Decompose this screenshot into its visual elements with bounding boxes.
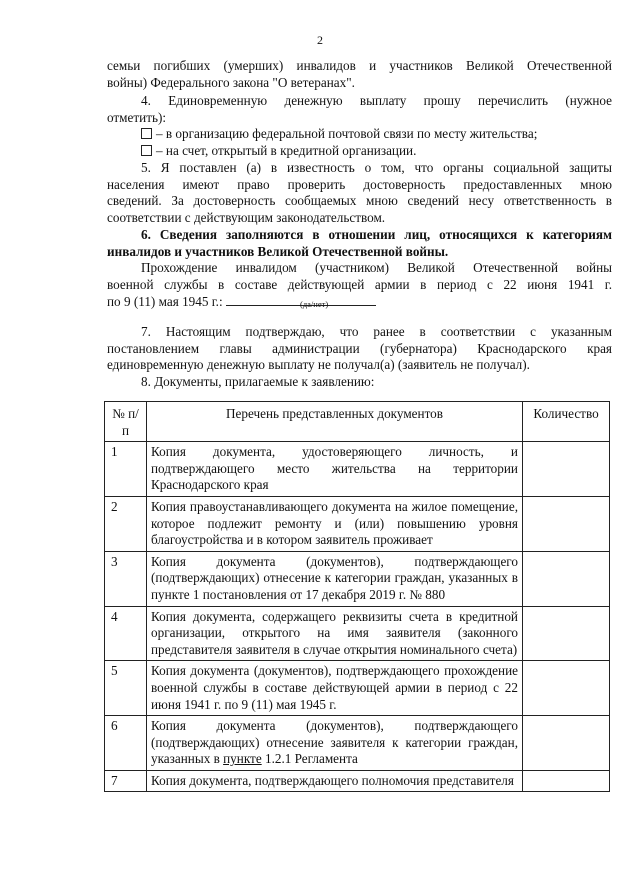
item-7-paragraph xyxy=(107,324,612,374)
table-row xyxy=(105,770,610,792)
text-line: войны) Федерального закона "О ветеранах". xyxy=(107,74,355,90)
documents-table xyxy=(104,401,610,792)
item-8-paragraph xyxy=(107,374,612,391)
text-fragment: 1.2.1 Регламента xyxy=(261,751,358,767)
table-row xyxy=(105,496,610,551)
row-document xyxy=(147,716,523,771)
row-number: 1 xyxy=(111,444,118,460)
row-quantity-cell[interactable] xyxy=(523,442,610,497)
text-fragment: Копия документа (документов), подтверждающего (подтверждающих) отнесение заявителя к категории граждан, указанных в xyxy=(151,718,518,767)
option-label: – на счет, открытый в кредитной организации. xyxy=(156,142,417,158)
row-document: Копия документа, удостоверяющего личность, и подтверждающего место жительства на территории Краснодарского края xyxy=(147,442,523,497)
regulation-link[interactable]: пункте xyxy=(223,751,262,767)
item-6-paragraph xyxy=(107,227,612,311)
row-number: 7 xyxy=(111,772,118,788)
item-4-paragraph xyxy=(107,93,612,159)
text-line: 8. Документы, прилагаемые к заявлению: xyxy=(141,374,375,389)
row-quantity-cell[interactable] xyxy=(523,661,610,716)
row-number: 3 xyxy=(111,553,118,569)
header-quantity: Количество xyxy=(523,402,610,442)
text-line: 5. Я поставлен (а) в известность о том, что органы социальной защиты xyxy=(141,160,612,175)
text-line: 6. Сведения заполняются в отношении лиц, относящихся к категориям xyxy=(141,227,612,242)
blank-caption: (да/нет) xyxy=(300,299,329,309)
intro-paragraph xyxy=(107,58,612,91)
row-quantity-cell[interactable] xyxy=(523,716,610,771)
table-header-row xyxy=(105,402,610,442)
page-number: 2 xyxy=(317,33,323,47)
checkbox-icon[interactable] xyxy=(141,128,152,139)
checkbox-icon[interactable] xyxy=(141,145,152,156)
text-line: сведений. За достоверность сообщаемых мною сведений несу ответственность в xyxy=(107,193,612,209)
row-quantity-cell[interactable] xyxy=(523,551,610,606)
table-row xyxy=(105,716,610,771)
row-document: Копия документа (документов), подтверждающего (подтверждающих) отнесение к категории граждан, указанных в пункте 1 постановления от 17 декабря 2019 г. № 880 xyxy=(147,551,523,606)
text-line: единовременную денежную выплату не получал(а) (заявитель не получал). xyxy=(107,357,530,373)
text-line: соответствии с действующим законодательством. xyxy=(107,209,386,225)
row-document: Копия документа, содержащего реквизиты счета в кредитной организации, открытого на имя заявителя (законного представителя заявителя в случае открытия номинального счета) xyxy=(147,606,523,661)
table-row xyxy=(105,661,610,716)
payment-option-bank[interactable] xyxy=(107,143,612,160)
row-quantity-cell[interactable] xyxy=(523,770,610,792)
text-line: военной службы в составе действующей армии в период с 22 июня 1941 г. xyxy=(107,276,612,292)
text-fragment: по 9 (11) мая 1945 г.: xyxy=(107,294,223,310)
text-line xyxy=(107,293,612,311)
text-line: постановлением главы администрации (губернатора) Краснодарского края xyxy=(107,340,612,356)
text-line: инвалидов и участников Великой Отечественной войны. xyxy=(107,243,449,259)
header-number: № п/п xyxy=(105,402,147,442)
text-line: Прохождение инвалидом (участником) Великой Отечественной войны xyxy=(141,260,612,276)
text-line: семьи погибших (умерших) инвалидов и участников Великой Отечественной xyxy=(107,58,612,73)
row-document: Копия документа, подтверждающего полномочия представителя xyxy=(147,770,523,792)
row-quantity-cell[interactable] xyxy=(523,606,610,661)
text-line: отметить): xyxy=(107,109,167,125)
row-document: Копия правоустанавливающего документа на жилое помещение, которое подлежит ремонту и (или) повышению уровня благоустройства и в котором заявитель проживает xyxy=(147,496,523,551)
table-row xyxy=(105,442,610,497)
header-documents: Перечень представленных документов xyxy=(147,402,523,442)
row-quantity-cell[interactable] xyxy=(523,496,610,551)
option-label: – в организацию федеральной почтовой связи по месту жительства; xyxy=(156,126,538,142)
text-line: 4. Единовременную денежную выплату прошу перечислить (нужное xyxy=(141,93,612,108)
table-row xyxy=(105,551,610,606)
row-number: 5 xyxy=(111,663,118,679)
table-row xyxy=(105,606,610,661)
row-number: 6 xyxy=(111,718,118,734)
row-number: 4 xyxy=(111,608,118,624)
payment-option-post[interactable] xyxy=(107,126,612,143)
row-number: 2 xyxy=(111,498,118,514)
text-line: 7. Настоящим подтверждаю, что ранее в соответствии с указанным xyxy=(141,324,612,339)
text-line: населения имеют право проверить достоверность предоставленных мною xyxy=(107,176,612,192)
row-document: Копия документа (документов), подтверждающего прохождение военной службы в составе действующей армии в период с 22 июня 1941 г. по 9 (11) мая 1945 г. xyxy=(147,661,523,716)
item-5-paragraph xyxy=(107,160,612,226)
